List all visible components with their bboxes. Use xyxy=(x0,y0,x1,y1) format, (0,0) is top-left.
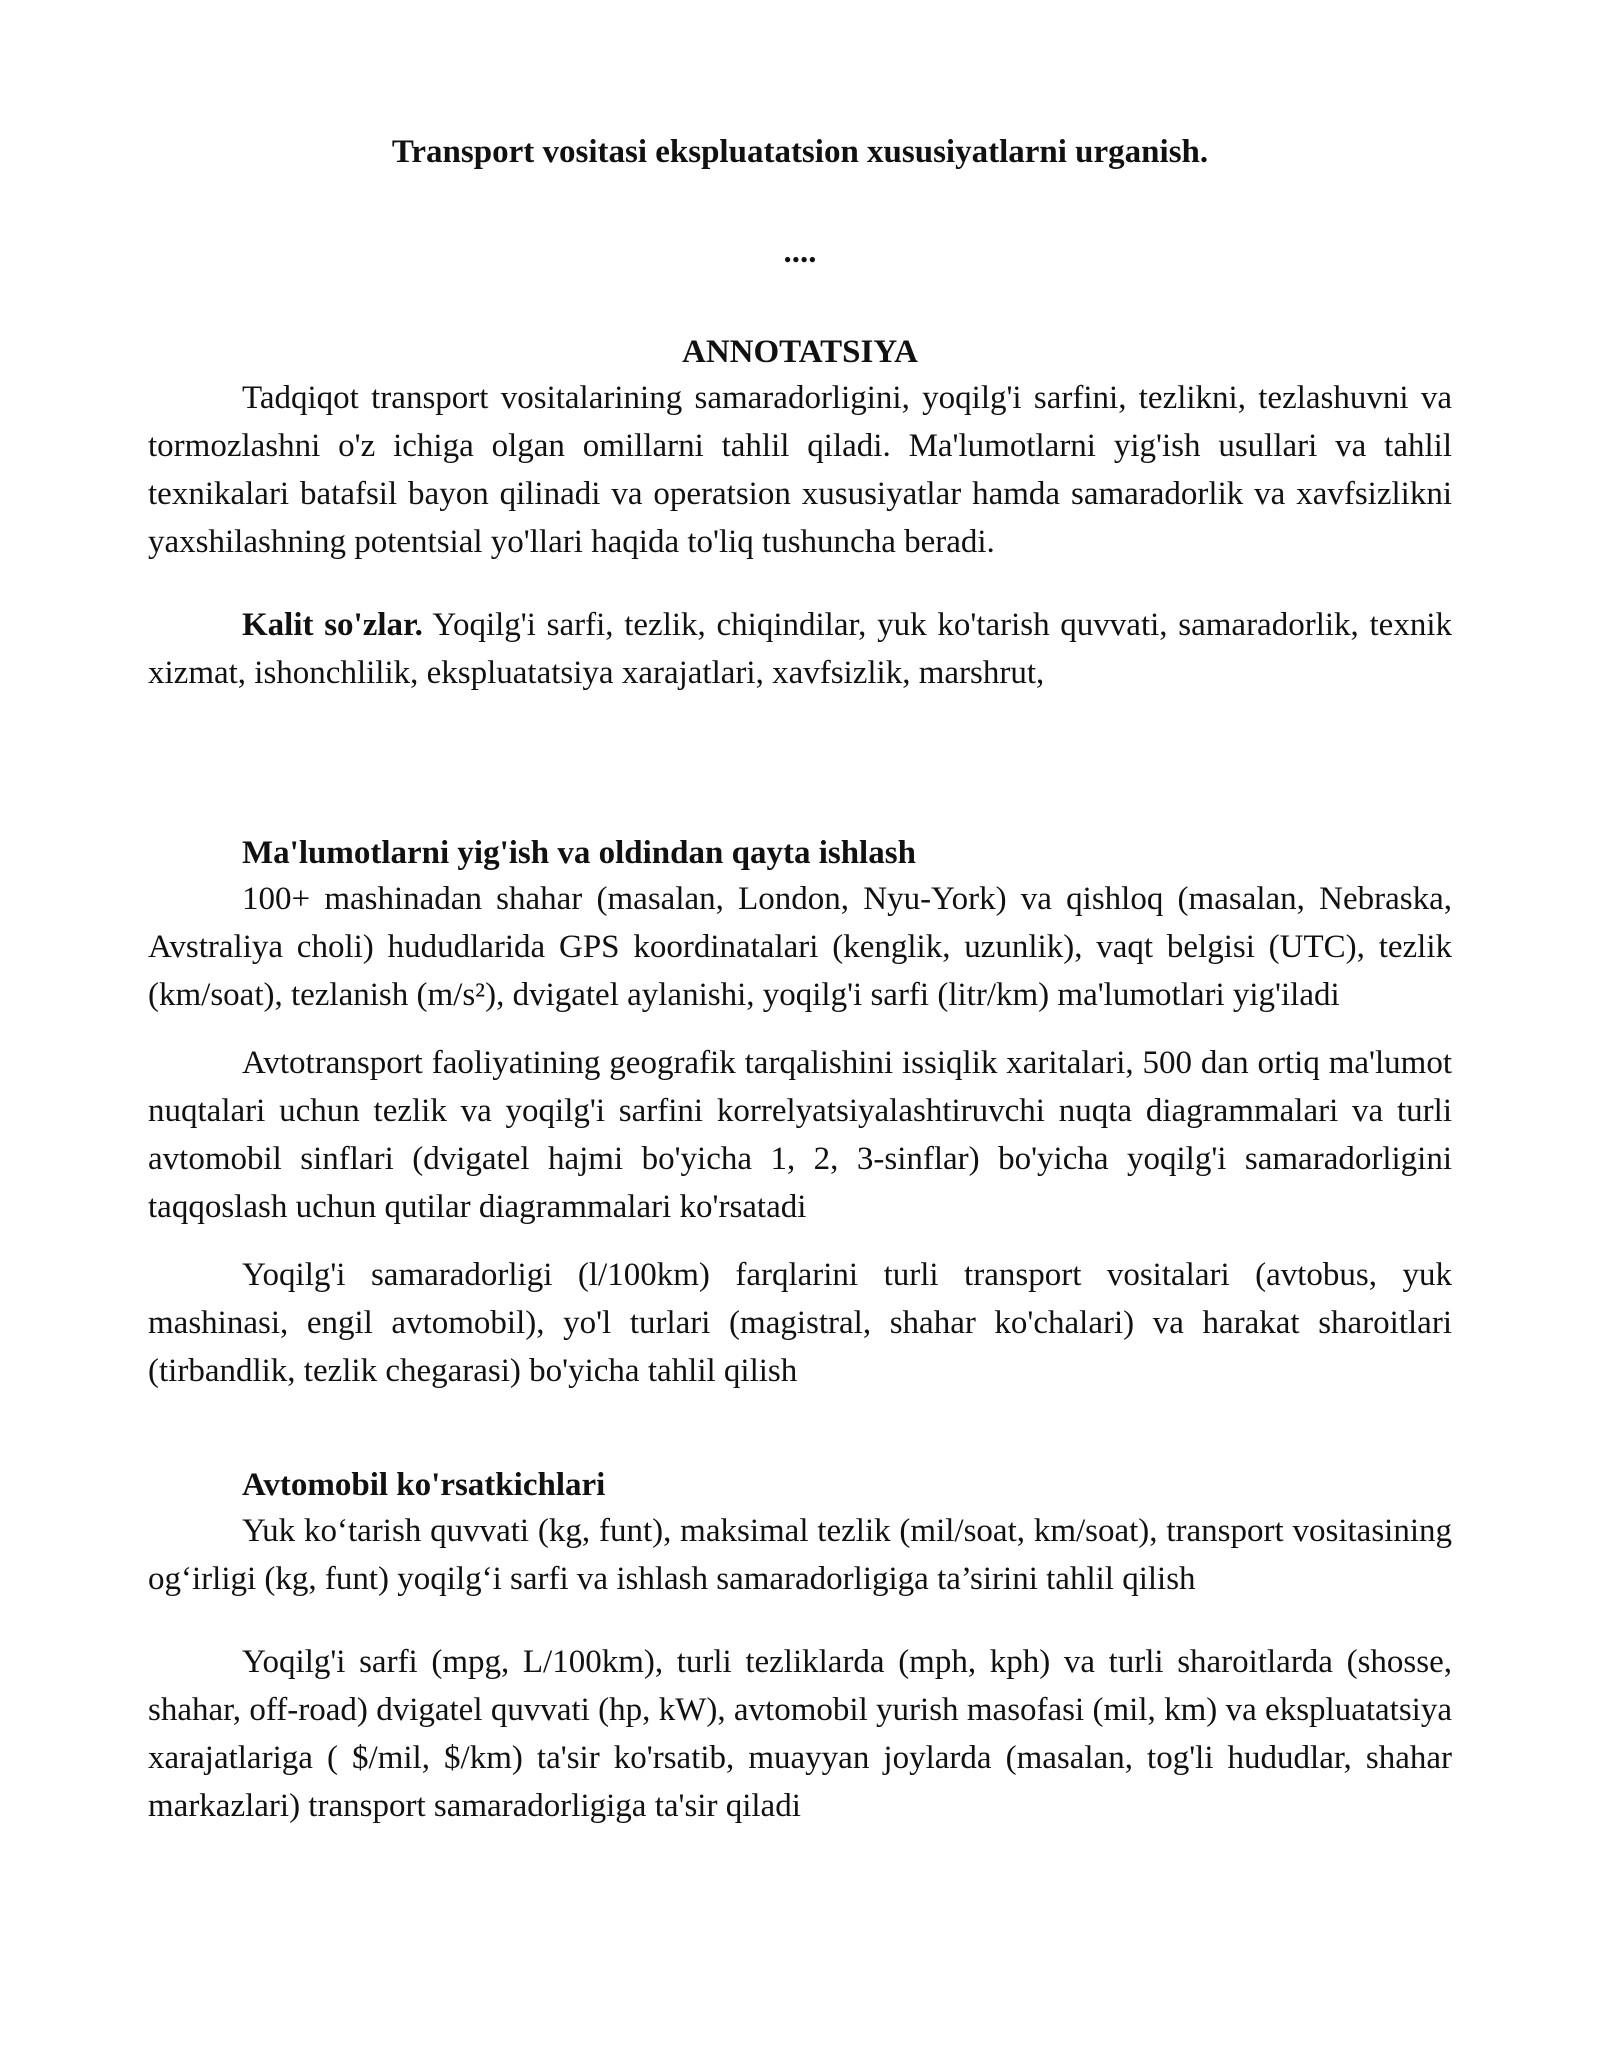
separator-dots: .... xyxy=(783,234,817,270)
annotation-heading: ANNOTATSIYA xyxy=(682,334,918,370)
section1-paragraph-1: 100+ mashinadan shahar (masalan, London, Nyu-York) va qishloq (masalan, Nebraska, Avstraliya choli) hududlarida GPS koordinatalari (kenglik, uzunlik), vaqt belgisi (UTC), tezlik (km/soat), tezlanish (m/s²), dvigatel aylanishi, yoqilg'i sarfi (litr/km) ma'lumotlari yig'iladi xyxy=(148,881,1452,1013)
document-page xyxy=(148,130,1452,1830)
section2-paragraph-2: Yoqilg'i sarfi (mpg, L/100km), turli tezliklarda (mph, kph) va turli sharoitlarda (shosse, shahar, off-road) dvigatel quvvati (hp, kW), avtomobil yurish masofasi (mil, km) va ekspluatatsiya xarajatlariga ( $/mil, $/km) ta'sir ko'rsatib, muayyan joylarda (masalan, tog'li hududlar, shahar markazlari) transport samaradorligiga ta'sir qiladi xyxy=(148,1644,1452,1824)
document-title: Transport vositasi ekspluatatsion xususiyatlarni urganish. xyxy=(391,134,1209,170)
section2-paragraph-1: Yuk ko‘tarish quvvati (kg, funt), maksimal tezlik (mil/soat, km/soat), transport vositasining og‘irligi (kg, funt) yoqilg‘i sarfi va ishlash samaradorligiga ta’sirini tahlil qilish xyxy=(148,1513,1452,1597)
section-heading-data-collection: Ma'lumotlarni yig'ish va oldindan qayta ishlash xyxy=(242,835,916,871)
section1-paragraph-2: Avtotransport faoliyatining geografik tarqalishini issiqlik xaritalari, 500 dan ortiq ma'lumot nuqtalari uchun tezlik va yoqilg'i sarfini korrelyatsiyalashtiruvchi nuqta diagrammalari va turli avtomobil sinflari (dvigatel hajmi bo'yicha 1, 2, 3-sinflar) bo'yicha yoqilg'i samaradorligini taqqoslash uchun qutilar diagrammalari ko'rsatadi xyxy=(148,1045,1452,1225)
keywords-text: Yoqilg'i sarfi, tezlik, chiqindilar, yuk ko'tarish quvvati, samaradorlik, texnik xizmat, ishonchlilik, ekspluatatsiya xarajatlari, xavfsizlik, marshrut, xyxy=(148,607,1452,691)
section-heading-vehicle-indicators: Avtomobil ko'rsatkichlari xyxy=(242,1467,606,1503)
section1-paragraph-3: Yoqilg'i samaradorligi (l/100km) farqlarini turli transport vositalari (avtobus, yuk mashinasi, engil avtomobil), yo'l turlari (magistral, shahar ko'chalari) va harakat sharoitlari (tirbandlik, tezlik chegarasi) bo'yicha tahlil qilish xyxy=(148,1257,1452,1389)
keywords-label: Kalit so'zlar. xyxy=(242,607,423,643)
keywords-paragraph xyxy=(148,601,1452,697)
annotation-text: Tadqiqot transport vositalarining samaradorligini, yoqilg'i sarfini, tezlikni, tezlashuvni va tormozlashni o'z ichiga olgan omillarni tahlil qiladi. Ma'lumotlarni yig'ish usullari va tahlil texnikalari batafsil bayon qilinadi va operatsion xususiyatlar hamda samaradorlik va xavfsizlikni yaxshilashning potentsial yo'llari haqida to'liq tushuncha beradi. xyxy=(148,380,1452,560)
